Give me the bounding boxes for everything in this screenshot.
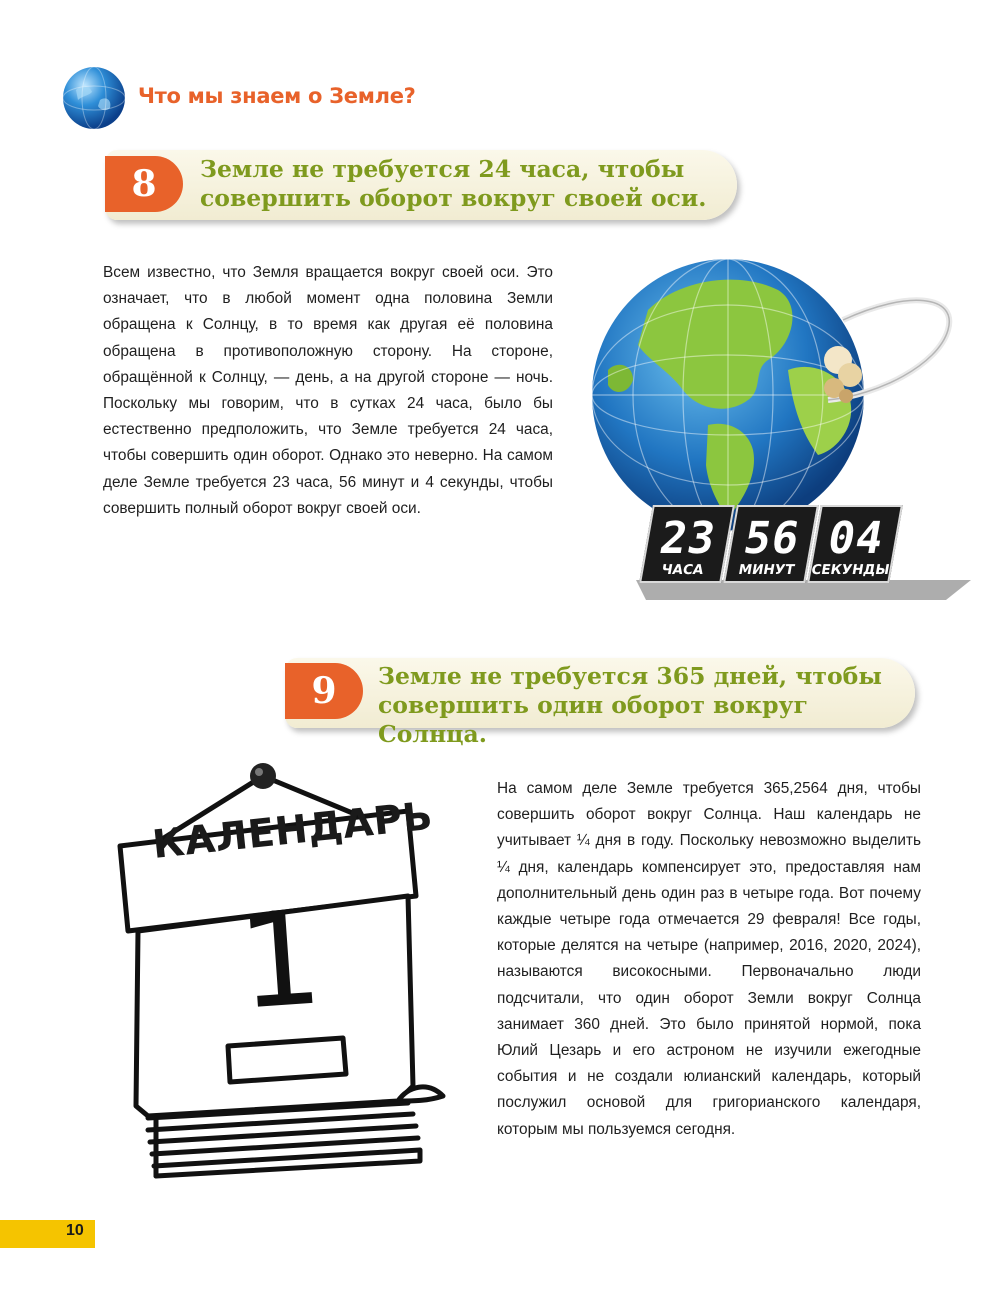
fact-9-number: 9	[285, 663, 363, 719]
fact-8-title-line-2: совершить оборот вокруг своей оси.	[200, 184, 707, 212]
fact-9-paragraph: На самом деле Земле требуется 365,2564 дня, чтобы совершить оборот вокруг Солнца. Наш календарь не учитывает ¼ дня в году. Поскольку невозможно выделить ¼ дня, календарь компенсирует это, предоставляя нам дополнительный день один раз в четыре года. Вот почему каждые четыре года отмечается 29 февраля! Все годы, которые делятся на четыре (например, 2016, 2020, 2024), называются високосными. Первоначально люди подсчитали, что один оборот Земли вокруг Солнца занимает 360 дней. Это было принятой нормой, пока Юлий Цезарь и его астроном не изучили ежегодные события и не создали юлианский календарь, который послужил основой для григорианского календаря, которым мы пользуемся сегодня.	[497, 780, 921, 1138]
clock-seconds-label: СЕКУНДЫ	[810, 562, 891, 578]
fact-8-title	[200, 155, 740, 213]
fact-8-number: 8	[105, 156, 183, 212]
fact-8-paragraph: Всем известно, что Земля вращается вокруг своей оси. Это означает, что в любой момент одна половина Земли обращена к Солнцу, в то время как другая её половина обращена в противоположную сторону. На стороне, обращённой к Солнцу, — день, а на другой стороне — ночь. Поскольку мы говорим, что в сутках 24 часа, было бы естественно предположить, что Земле требуется 24 часа, чтобы совершить один оборот. Однако это неверно. На самом деле Земле требуется 23 часа, 56 минут и 4 секунды, чтобы совершить полный оборот вокруг своей оси.	[103, 264, 553, 517]
clock-seconds-value: 04	[823, 513, 888, 564]
fact-9-title-line-2: совершить один оборот вокруг Солнца.	[378, 691, 808, 748]
clock-minutes-label: МИНУТ	[737, 562, 796, 578]
fact-8-title-line-1: Земле не требуется 24 часа, чтобы	[200, 155, 685, 183]
section-title: Что мы знаем о Земле?	[138, 84, 416, 108]
globe-icon	[62, 66, 126, 130]
clock-shadow	[636, 580, 971, 600]
fact-9-title	[378, 662, 918, 749]
calendar-day-number: 1	[233, 881, 327, 1039]
fact-9-title-line-1: Земле не требуется 365 дней, чтобы	[378, 662, 882, 690]
clock-seconds-cell	[807, 505, 903, 583]
page-number: 10	[66, 1222, 84, 1239]
clock-hours-value: 23	[655, 513, 720, 564]
clock-hours-cell	[639, 505, 735, 583]
clock-minutes-cell	[723, 505, 819, 583]
clock-hours-label: ЧАСА	[660, 562, 705, 578]
calendar-label: КАЛЕНДАРЬ	[150, 793, 435, 868]
clock-minutes-value: 56	[739, 513, 804, 564]
